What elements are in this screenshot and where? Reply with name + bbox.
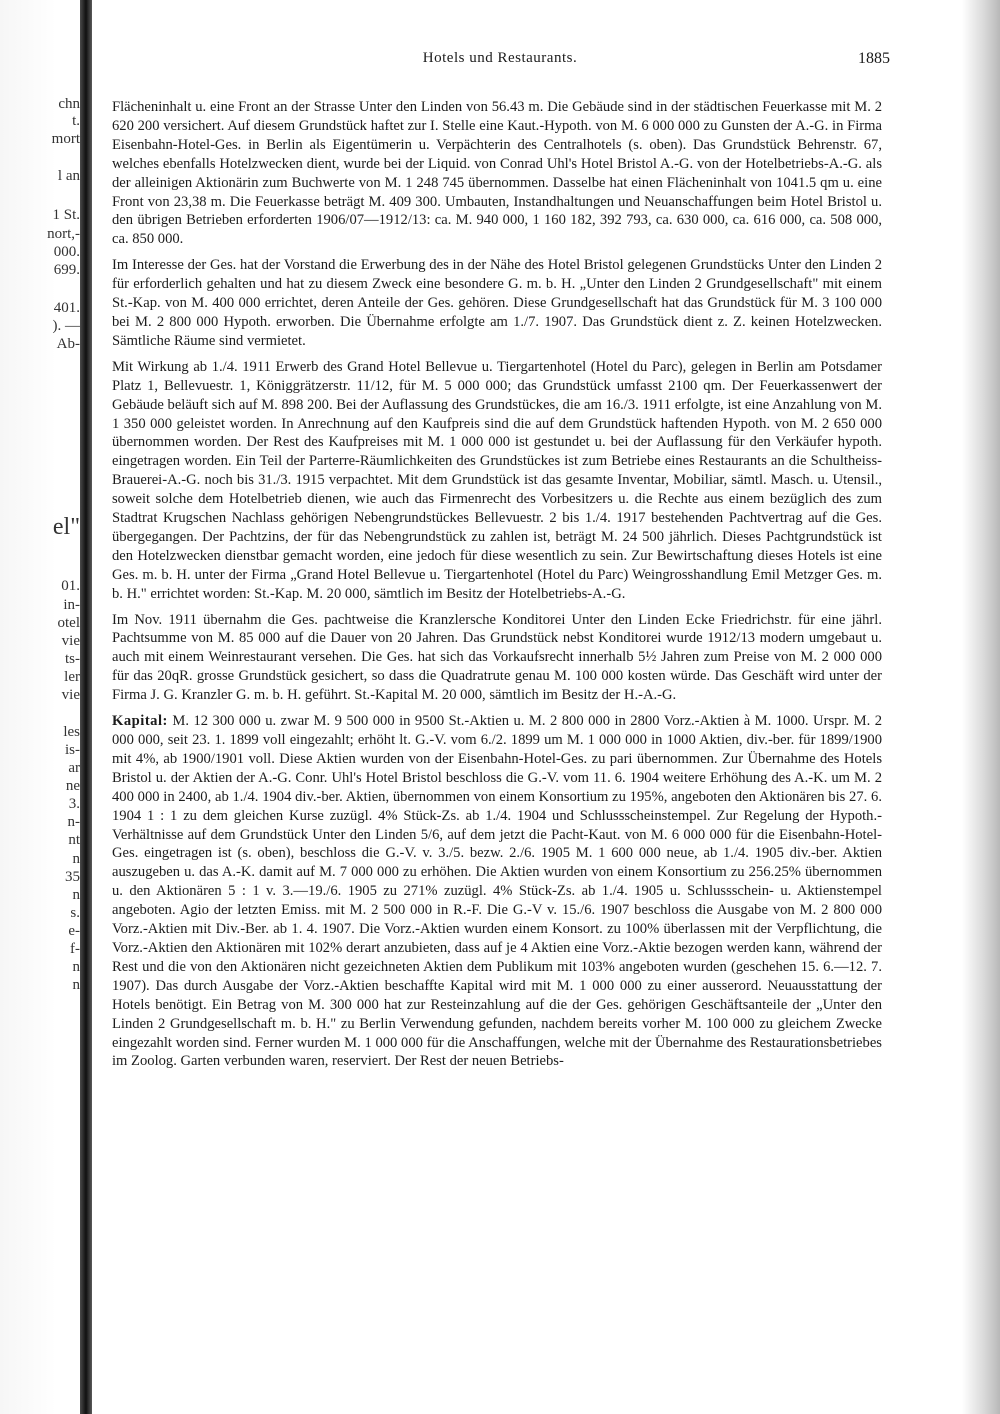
margin-fragment: les [63, 724, 80, 740]
margin-fragment: ne [65, 778, 80, 794]
margin-fragment: 3. [68, 796, 80, 812]
margin-fragment: t. [72, 113, 80, 129]
margin-fragment: 35 [65, 869, 80, 885]
margin-fragment: in- [63, 597, 80, 613]
margin-fragment: 1 St. [52, 207, 80, 223]
paragraph-unter-den-linden-2: Im Interesse der Ges. hat der Vorstand die Erwerbung des in der Nähe des Hotel Bristol gelegenen Grundstücks Unter den Linden 2 für erforderlich gehalten und hat zu diesem Zweck eine besondere G. m. b. H. „Unter den Linden 2 Grundgesellschaft" mit einem St.-Kap. von M. 400 000 errichtet, deren Anteile der Ges. gehören. Diese Grundgesellschaft hat das Grundstück für M. 3 100 000 bei M. 2 800 000 Hypoth. erworben. Die Übernahme erfolgte am 1./7. 1907. Das Grundstück dient z. Z. keinen Hotelzwecken. Sämtliche Räume sind vermietet. [112, 257, 882, 349]
margin-fragment: 01. [61, 578, 80, 594]
margin-fragment: s. [70, 905, 80, 921]
margin-fragment: e- [68, 923, 80, 939]
margin-fragment: chn [58, 96, 80, 112]
paragraph-hotel-bristol-property: Flächeninhalt u. eine Front an der Strasse Unter den Linden von 56.43 m. Die Gebäude sind in der städtischen Feuerkasse mit M. 2 620 200 versichert. Auf diesem Grundstück haftet zur I. Stelle eine Kaut.-Hypoth. von M. 6 000 000 zu Gunsten der A.-G. in Firma Eisenbahn-Hotel-Ges. in Berlin als Eigentümerin u. Verpächterin des Centralhotels (s. oben). Das Grundstück Behrenstr. 67, welches ebenfalls Hotelzwecken dient, wurde bei der Liquid. von Conrad Uhl's Hotel Bristol A.-G. von der Hotelbetriebs-A.-G. als der alleinigen Aktionärin zum Buchwerte von M. 1 248 745 übernommen. Dasselbe hat einen Flächeninhalt von 1041.5 qm u. eine Front von 23,38 m. Die Feuerkasse beträgt M. 409 300. Umbauten, Instandhaltungen und Neuanschaffungen beim Hotel Bristol u. den übrigen Betrieben erforderten 1906/07—1912/13: ca. M. 940 000, 1 160 182, 392 793, ca. 630 000, ca. 616 000, ca. 508 000, ca. 850 000. [112, 99, 882, 248]
margin-fragment: 699. [53, 262, 80, 278]
margin-fragment: ler [64, 669, 80, 685]
margin-fragment: vie [61, 687, 80, 703]
left-margin-neighbor-page [0, 0, 80, 1414]
margin-fragment: n [72, 851, 80, 867]
margin-fragment: nt [68, 832, 80, 848]
paragraph-grand-hotel-bellevue: Mit Wirkung ab 1./4. 1911 Erwerb des Grand Hotel Bellevue u. Tiergartenhotel (Hotel du Parc), gelegen in Berlin am Potsdamer Platz 1, Bellevuestr. 1, Königgrätzerstr. 11/12, für M. 5 000 000; das Grundstück umfasst 2100 qm. Der Feuerkassenwert der Gebäude beläuft sich auf M. 898 200. Bei der Auflassung des Grundstückes, die am 16./3. 1911 erfolgte, ist eine Anzahlung von M. 1 350 000 geleistet worden. In Anrechnung auf den Kaufpreis sind die auf dem Grundstück haftenden Hypoth. von M. 2 650 000 übernommen worden. Der Rest des Kaufpreises mit M. 1 000 000 ist gestundet u. bei der Auflassung für den Verkäufer hypoth. eingetragen worden. Ein Teil der Parterre-Räumlichkeiten des Grundstückes ist zum Betriebe eines Restaurants an die Schultheiss-Brauerei-A.-G. noch bis 31./3. 1915 verpachtet. Mit dem Grundstück ist das gesamte Inventar, Mobiliar, sämtl. Masch. u. Utensil., soweit solche dem Hotelbetrieb dienen, wie auch das Firmenrecht des Vorbesitzers u. die Rechte aus einem bezüglich des zum Stadtrat Krugschen Nachlass gehörigen Nebengrundstückes Bellevuestr. 2 bis 1./4. 1917 bestehenden Pachtvertrag auf die Ges. übergegangen. Der Pachtzins, der für das Nebengrundstück zu zahlen ist, beträgt M. 24 500 jährlich. Dieses Pachtgrundstück ist den Hotelzwecken dienstbar gemacht worden, eine jedoch für diese wesentlich zu sein. Zur Bewirtschaftung dieses Hotels ist eine Ges. m. b. H. unter der Firma „Grand Hotel Bellevue u. Tiergartenhotel (Hotel du Parc) Weingrosshandlung Emil Metzger Ges. m. b. H." errichtet worden: St.-Kap. M. 20 000, sämtlich im Besitz der Hotelbetriebs-A.-G. [112, 358, 882, 602]
running-title: Hotels und Restaurants. [422, 50, 578, 66]
page-header [110, 50, 890, 74]
margin-fragment: Ab- [56, 336, 80, 352]
margin-fragment: nort,- [47, 226, 80, 242]
margin-fragment: ts- [65, 651, 80, 667]
margin-fragment: vie [61, 633, 80, 649]
margin-fragment: ). — [52, 318, 80, 334]
margin-fragment: otel [57, 615, 80, 631]
margin-fragment: ar [68, 760, 80, 776]
margin-fragment: n [72, 887, 80, 903]
paragraph-kapital [112, 712, 882, 1071]
margin-fragment: n [72, 977, 80, 993]
margin-fragment: n [72, 959, 80, 975]
margin-fragment: 401. [53, 300, 80, 316]
margin-fragment: 000. [53, 244, 80, 260]
margin-fragment: n- [67, 814, 80, 830]
page-body [112, 98, 882, 1078]
paragraph-kranzler-konditorei: Im Nov. 1911 übernahm die Ges. pachtweise die Kranzlersche Konditorei Unter den Linden Ecke Friedrichstr. für eine jährl. Pachtsumme von M. 85 000 auf die Dauer von 20 Jahren. Das Grundstück nebst Konditorei wurde 1912/13 modern umgebaut u. auch mit einem Weinrestaurant versehen. Die Ges. hat sich das Vorkaufsrecht innerhalb 5½ Jahren zum Preise von M. 2 000 000 für das 20qR. grosse Grundstück gesichert, so dass die Quadratrute genau M. 100 000 kosten würde. Das Geschäft wird unter der Firma J. G. Kranzler G. m. b. H. geführt. St.-Kapital M. 20 000, sämtlich im Besitz der H.-A.-G. [112, 611, 882, 704]
book-gutter [80, 0, 92, 1414]
margin-fragment: f- [70, 941, 80, 957]
margin-fragment: el" [52, 514, 80, 540]
page-number: 1885 [858, 50, 890, 67]
page-edge-shadow [962, 0, 1000, 1414]
kapital-label: Kapital: [112, 713, 168, 730]
kapital-text: M. 12 300 000 u. zwar M. 9 500 000 in 9500 St.-Aktien u. M. 2 800 000 in 2800 Vorz.-Aktien à M. 1000. Urspr. M. 2 000 000, seit 23. 1. 1899 voll eingezahlt; erhöht lt. G.-V. vom 6./2. 1899 um M. 1 000 000 in 1000 Aktien, div.-ber. für 1899/1900 mit 4%, ab 1900/1901 voll. Diese Aktien wurden von der Eisenbahn-Hotel-Ges. zu pari übernommen. Zur Übernahme des Hotels Bristol u. der Aktien der A.-G. Conr. Uhl's Hotel Bristol beschloss die G.-V. vom 11. 6. 1904 weitere Erhöhung des A.-K. um M. 2 400 000 in 2400, ab 1./4. 1904 div.-ber. Aktien, übernommen von einem Konsortium zu 195%, angeboten den Aktionären bis 27. 6. 1904 1 : 1 zu dem gleichen Kurse zuzügl. 4% Stück-Zs. ab 1./4. 1904 und Schlussscheinstempel. Zur Regelung der Hypoth.-Verhältnisse auf dem Grundstück Unter den Linden 5/6, auf dem jetzt die Pacht-Kaut. von M. 6 000 000 für die Eisenbahn-Hotel-Ges. eingetragen ist (s. oben), beschloss die G.-V. v. 3./5. bezw. 2./6. 1905 M. 1 600 000 neue, ab 1./4. 1905 div.-ber. Aktien auszugeben u. das A.-K. damit auf M. 7 000 000 zu erhöhen. Die Aktien wurden von einem Konsortium zu 256.25% übernommen u. den Aktionären 5 : 1 v. 3.—19./6. 1905 zu 271% zuzügl. 4% Stück-Zs. ab 1./4. 1905 u. Schlussschein- u. Aktienstempel angeboten. Agio der letzten Emiss. mit M. 2 500 000 in R.-F. Die G.-V v. 15./6. 1907 beschloss die Ausgabe von M. 2 800 000 Vorz.-Aktien mit Div.-Ber. ab 1. 4. 1907. Die Vorz.-Aktien wurden einem Konsort. zu 100% überlassen mit der Verpflichtung, die Vorz.-Aktien den Aktionären mit 102% derart anzubieten, dass auf je 4 Aktien eine Vorz.-Aktie bezogen werden kann, während der Rest und die von den Aktionären nicht gezeichneten Aktien dem Publikum mit 103% angeboten wurden (geschehen 15. 6.—12. 7. 1907). Das durch Ausgabe der Vorz.-Aktien beschaffte Kapital wird mit M. 1 000 000 zu einer ausserord. Neuausstattung der Hotels benötigt. Ein Betrag von M. 300 000 hat zur Resteinzahlung auf die der Ges. gehörigen Geschäftsanteile der „Unter den Linden 2 Grundgesellschaft m. b. H." zu Berlin Verwendung gefunden, nachdem bereits vorher M. 100 000 zu gleichem Zwecke eingezahlt worden sind. Ferner wurden M. 1 000 000 für die Anschaffungen, welche mit der Übernahme des Restaurationsbetriebes im Zoolog. Garten verbunden waren, reserviert. Der Rest der neuen Betriebs- [112, 713, 882, 1070]
margin-fragment: mort [51, 131, 80, 147]
margin-fragment: is- [65, 742, 80, 758]
margin-fragment: l an [57, 168, 80, 184]
